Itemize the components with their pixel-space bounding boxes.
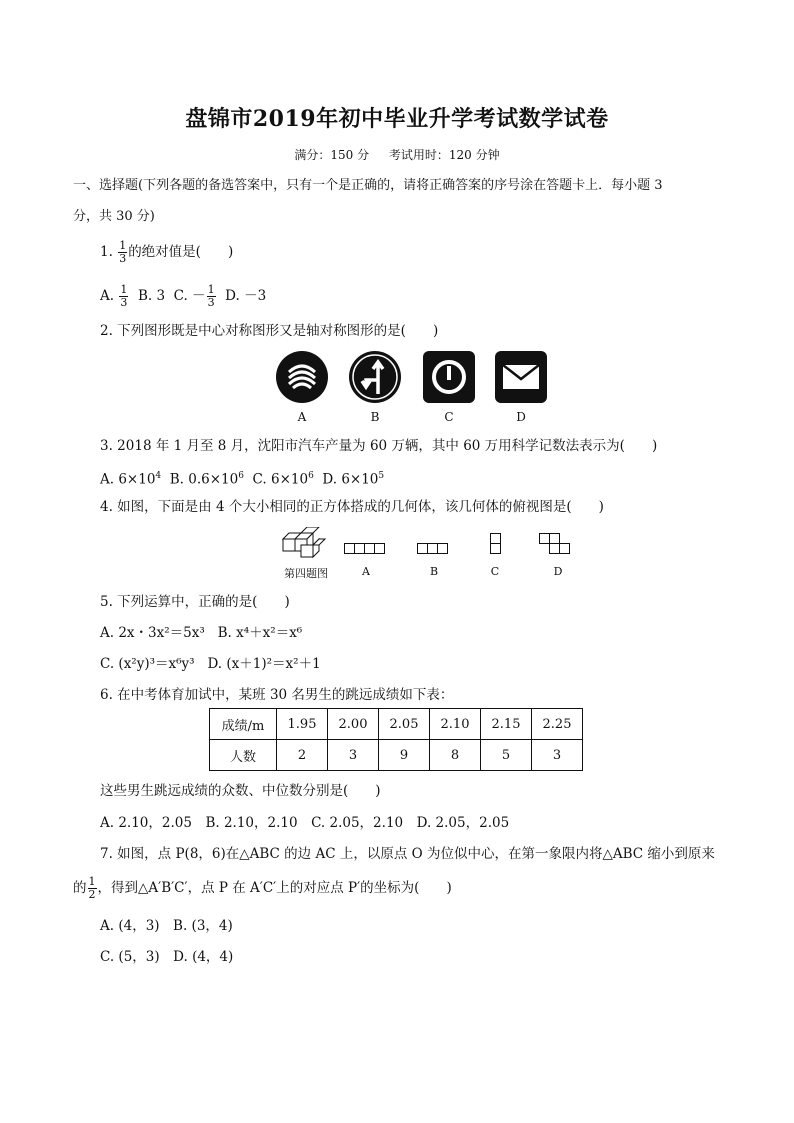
q6-options: A. 2.10，2.05 B. 2.10，2.10 C. 2.05，2.10 D. 2.05，2.05 xyxy=(100,815,510,831)
q1-option-a-frac: $\frac{1}{3}$ xyxy=(120,283,128,309)
section-intro-line1: 一、选择题(下列各题的备选答案中，只有一个是正确的，请将正确答案的序号涂在答题卡上．每小题 3 xyxy=(73,178,663,193)
table-cell: 3 xyxy=(328,740,379,771)
table-cell: 2 xyxy=(277,740,328,771)
q4-label-c: C xyxy=(490,565,500,578)
page-title: 盘锦市2019年初中毕业升学考试数学试卷 xyxy=(185,106,609,132)
q2-label-c: C xyxy=(444,410,454,424)
q6-question: 这些男生跳远成绩的众数、中位数分别是( ) xyxy=(100,783,381,799)
table-cell: 2.25 xyxy=(532,709,583,740)
q4-label-d: D xyxy=(553,565,563,578)
q2-label-d: D xyxy=(516,410,526,424)
q4-label-b: B xyxy=(429,565,439,578)
q3-option-d: D. 6×10 xyxy=(322,471,379,488)
top-view-a xyxy=(344,543,386,555)
q2-figures xyxy=(270,350,550,430)
turn-left-sign-icon xyxy=(348,350,402,404)
mobile-logo-icon xyxy=(275,350,329,404)
table-row xyxy=(210,740,583,771)
table-header-score: 成绩/m xyxy=(210,709,277,740)
q5-option-b: B. x⁴＋x²＝x⁶ xyxy=(217,625,303,641)
q5-options-cd xyxy=(100,655,321,673)
top-view-c xyxy=(490,533,502,555)
q1-option-c: C. － xyxy=(173,288,206,304)
top-view-b xyxy=(417,543,449,555)
table-header-count: 人数 xyxy=(210,740,277,771)
table-cell: 2.10 xyxy=(430,709,481,740)
q4-figures xyxy=(276,527,586,582)
mail-envelope-icon xyxy=(494,350,548,404)
table-cell: 2.00 xyxy=(328,709,379,740)
q1-option-d: D. －3 xyxy=(225,288,267,304)
question-4: 4. 如图，下面是由 4 个大小相同的正方体搭成的几何体，该几何体的俯视图是( ) xyxy=(100,499,604,515)
cube-solid-figure xyxy=(281,527,327,559)
table-cell: 9 xyxy=(379,740,430,771)
q1-options xyxy=(100,284,266,309)
question-7-line2: 的 $\frac{1}{2}$ ，得到△A′B′C′，点 P 在 A′C′上的对应点 P′的坐标为( ) xyxy=(73,875,452,901)
q7-options-ab: A. (4，3) B. (3，4) xyxy=(100,918,233,934)
q5-options-ab xyxy=(100,624,302,642)
table-row xyxy=(210,709,583,740)
q7-fraction: $\frac{1}{2}$ xyxy=(88,875,96,901)
q1-fraction: $\frac{1}{3}$ xyxy=(119,239,127,265)
exam-info xyxy=(0,146,794,163)
q2-label-a: A xyxy=(297,410,307,424)
power-button-icon xyxy=(422,350,476,404)
q1-option-b: B. 3 xyxy=(137,288,166,304)
q1-option-c-frac: $\frac{1}{3}$ xyxy=(207,283,215,309)
q3-options: A. $6\times 10^4$ B. $0.6\times 10^6$ C. $6\times 10^6$ D. $6\times 10^5$ xyxy=(100,471,385,488)
question-7-line1: 7. 如图，点 P(8，6)在△ABC 的边 AC 上，以原点 O 为位似中心，在第一象限内将△ABC 缩小到原来 xyxy=(100,846,715,862)
table-cell: 1.95 xyxy=(277,709,328,740)
q2-label-b: B xyxy=(370,410,380,424)
jump-score-table xyxy=(209,708,583,771)
q3-option-c: C. 6×10 xyxy=(252,471,309,488)
table-cell: 5 xyxy=(481,740,532,771)
table-cell: 3 xyxy=(532,740,583,771)
question-6: 6. 在中考体育加试中，某班 30 名男生的跳远成绩如下表： xyxy=(100,687,454,703)
q5-option-d: D. (x＋1)²＝x²＋1 xyxy=(207,656,321,672)
q4-label-a: A xyxy=(362,565,370,578)
top-view-d xyxy=(539,533,571,555)
table-cell: 8 xyxy=(430,740,481,771)
question-2: 2. 下列图形既是中心对称图形又是轴对称图形的是( ) xyxy=(100,323,439,339)
q1-stem: 的绝对值是( ) xyxy=(128,244,234,260)
exam-time: 考试用时：120 分钟 xyxy=(388,148,500,162)
question-1 xyxy=(100,240,233,265)
q7-options-cd: C. (5，3) D. (4，4) xyxy=(100,949,234,965)
q3-option-a: A. 6×10 xyxy=(100,471,156,488)
question-5: 5. 下列运算中，正确的是( ) xyxy=(100,594,290,610)
question-3: 3. 2018 年 1 月至 8 月，沈阳市汽车产量为 60 万辆，其中 60 万用科学记数法表示为( ) xyxy=(100,438,658,454)
q3-option-b: B. 0.6×10 xyxy=(169,471,239,488)
q4-figure-caption: 第四题图 xyxy=(284,567,328,580)
q1-option-a: A. xyxy=(100,288,115,304)
table-cell: 2.15 xyxy=(481,709,532,740)
section-intro-line2: 分，共 30 分) xyxy=(73,209,155,224)
q5-option-c: C. (x²y)³＝x⁶y³ xyxy=(100,656,195,672)
full-score: 满分：150 分 xyxy=(294,148,370,162)
table-cell: 2.05 xyxy=(379,709,430,740)
q5-option-a: A. 2x・3x²＝5x³ xyxy=(100,625,205,641)
q1-number: 1. xyxy=(100,244,113,260)
